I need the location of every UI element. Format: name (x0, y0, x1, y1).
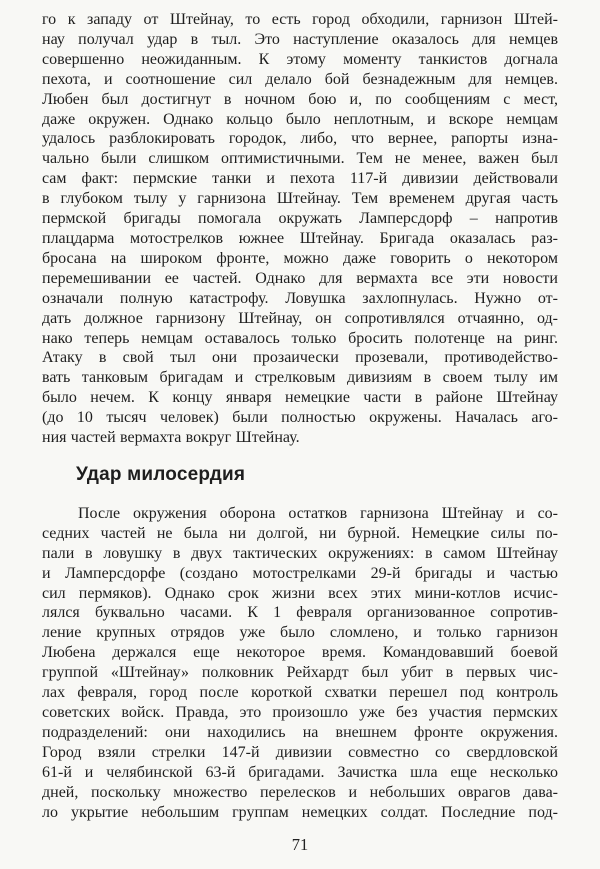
text-line: дней, поскольку множество перелесков и небольших оврагов дава- (42, 783, 558, 801)
text-line: пехота, и соотношение сил делало бой безнадежным для немцев. (42, 70, 558, 88)
text-line: Город взяли стрелки 147-й дивизии совместно со свердловской (42, 743, 558, 761)
text-line: вать танковым бригадам и стрелковым дивизиям в своем тылу им (42, 369, 558, 387)
text-line: лах февраля, город после короткой схватки перешел под контроль (42, 684, 558, 702)
text-line: ление крупных отрядов уже было сломлено, и только гарнизон (42, 624, 558, 642)
text-line: в глубоком тылу у гарнизона Штейнау. Тем временем другая часть (42, 190, 558, 208)
text-line: Любена держался еще некоторое время. Командовавший боевой (42, 644, 558, 662)
text-line: советских войск. Правда, это произошло уже без участия пермских (42, 704, 558, 721)
text-line: 61-й и челябинской 63-й бригадами. Зачистка шла еще несколько (42, 763, 558, 781)
text-line: совершенно неожиданным. К этому моменту танкистов догнала (42, 50, 558, 68)
text-line: плацдарма мотострелков южнее Штейнау. Бригада оказалась раз- (42, 229, 558, 247)
text-line: группой «Штейнау» полковник Рейхардт был убит в первых чис- (42, 664, 558, 682)
text-line: лялся буквально часами. К 1 февраля организованное сопротив- (42, 604, 558, 622)
text-line: сил пермяков). Однако срок жизни всех этих мини-котлов исчис- (42, 584, 558, 602)
text-line: перемешивании ее частей. Однако для вермахта все эти новости (42, 269, 558, 287)
page-text-content (42, 10, 558, 822)
text-line: пали в ловушку в двух тактических окружениях: в самом Штейнау (42, 544, 558, 562)
text-line: нау получал удар в тыл. Это наступление оказалось для немцев (42, 30, 558, 48)
text-line: (до 10 тысяч человек) были полностью окружены. Началась аго- (42, 409, 558, 427)
text-line: означали полную катастрофу. Ловушка захлопнулась. Нужно от- (42, 289, 558, 307)
text-line: Атаку в свой тыл они прозаически прозевали, противодейство- (42, 349, 558, 367)
paragraph (42, 10, 558, 448)
text-line: Любен был достигнут в ночном бою и, по сообщениям с мест, (42, 90, 558, 108)
text-line: подразделений: они находились на внешнем фронте окружения. (42, 723, 558, 741)
text-line: ло укрытие небольшим группам немецких солдат. Последние под- (42, 803, 558, 821)
page-number: 71 (291, 835, 309, 855)
text-line: сам факт: пермские танки и пехота 117-й дивизии действовали (42, 170, 558, 188)
text-line: даже окружен. Однако кольцо было неплотным, и вскоре немцам (42, 110, 558, 128)
text-line: дать должное гарнизону Штейнау, он сопротивлялся отчаянно, од- (42, 309, 558, 327)
text-line: После окружения оборона остатков гарнизона Штейнау и со- (78, 504, 558, 522)
text-line: удалось разблокировать городок, либо, что вернее, рапорты изна- (42, 130, 558, 148)
text-line: го к западу от Штейнау, то есть город обходили, гарнизон Штей- (42, 11, 558, 28)
text-line: пермской бригады помогала окружать Ламперсдорф – напротив (42, 210, 558, 228)
paragraph (42, 504, 558, 823)
text-line: было нечем. К концу января немецкие части в районе Штейнау (42, 389, 558, 407)
text-line: ния частей вермахта вокруг Штейнау. (42, 429, 300, 447)
text-line: бросана на широком фронте, можно даже говорить о некотором (42, 249, 558, 267)
text-line: нако теперь немцам оставалось только бросить полотенце на ринг. (42, 329, 558, 347)
section-heading: Удар милосердия (76, 463, 246, 485)
text-line: и Ламперсдорфе (создано мотострелками 29-й бригады и частью (42, 564, 558, 582)
text-line: седних частей не была ни долгой, ни бурной. Немецкие силы по- (42, 524, 558, 542)
text-line: чально были слишком оптимистичными. Тем не менее, важен был (42, 150, 558, 168)
